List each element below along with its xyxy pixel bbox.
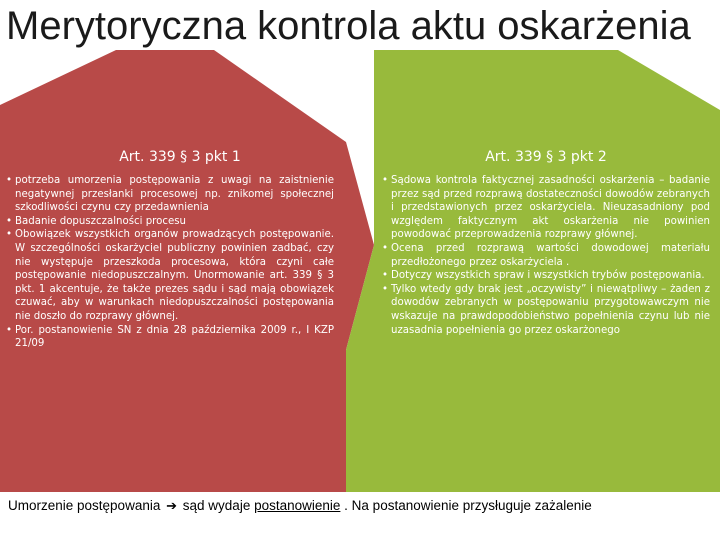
footer-text-2: sąd wydaje — [182, 498, 255, 513]
list-item: • Tylko wtedy gdy brak jest „oczywisty” i niewątpliwy – żaden z dowodów zebranych w postępowaniu przygotowawczym nie wskazuje na prawdopodobieństwo popełnienia czynu lub nie uzasadnia popełnienia go przez oskarżonego — [382, 283, 710, 337]
footer-underlined-term: postanowienie — [254, 498, 341, 513]
list-item: • Por. postanowienie SN z dnia 28 października 2009 r., I KZP 21/09 — [6, 324, 334, 351]
list-item: • potrzeba umorzenia postępowania z uwagi na zaistnienie negatywnej przesłanki procesowej np. znikomej społecznej szkodliwości czynu czy przedawnienia — [6, 174, 334, 215]
right-column-heading: Art. 339 § 3 pkt 2 — [485, 149, 607, 165]
list-item: • Badanie dopuszczalności procesu — [6, 215, 334, 229]
list-item: • Obowiązek wszystkich organów prowadzących postępowanie. W szczególności oskarżyciel publiczny powinien zadbać, czy nie występuje przeszkoda procesowa, która czyni całe postępowanie niedopuszczalnym. Unormowanie art. 339 § 3 pkt. 1 akcentuje, że także prezes sądu i sąd mają obowiązek czuwać, aby w warunkach niedopuszczalności postępowania nie doszło do rozprawy głównej. — [6, 228, 334, 323]
list-item: • Sądowa kontrola faktycznej zasadności oskarżenia – badanie przez sąd przed rozprawą dostateczności dowodów zebranych i przedstawionych przez oskarżyciela. Nieuzasadniony pod względem faktycznym akt oskarżenia nie powinien powodować przeprowadzenia rozprawy głównej. — [382, 174, 710, 242]
right-arrow-icon: ➔ — [166, 498, 178, 513]
footer-note — [8, 498, 720, 514]
list-item: • Ocena przed rozprawą wartości dowodowej materiału przedłożonego przez oskarżyciela . — [382, 242, 710, 269]
footer-text-1: Umorzenie postępowania — [8, 498, 161, 513]
list-item: • Dotyczy wszystkich spraw i wszystkich trybów postępowania. — [382, 269, 710, 283]
right-column-list — [382, 174, 710, 337]
left-column-list — [6, 174, 334, 351]
slide-title: Merytoryczna kontrola aktu oskarżenia — [6, 4, 691, 48]
left-column-heading: Art. 339 § 3 pkt 1 — [119, 149, 241, 165]
footer-text-3: . Na postanowienie przysługuje zażalenie — [344, 498, 592, 513]
